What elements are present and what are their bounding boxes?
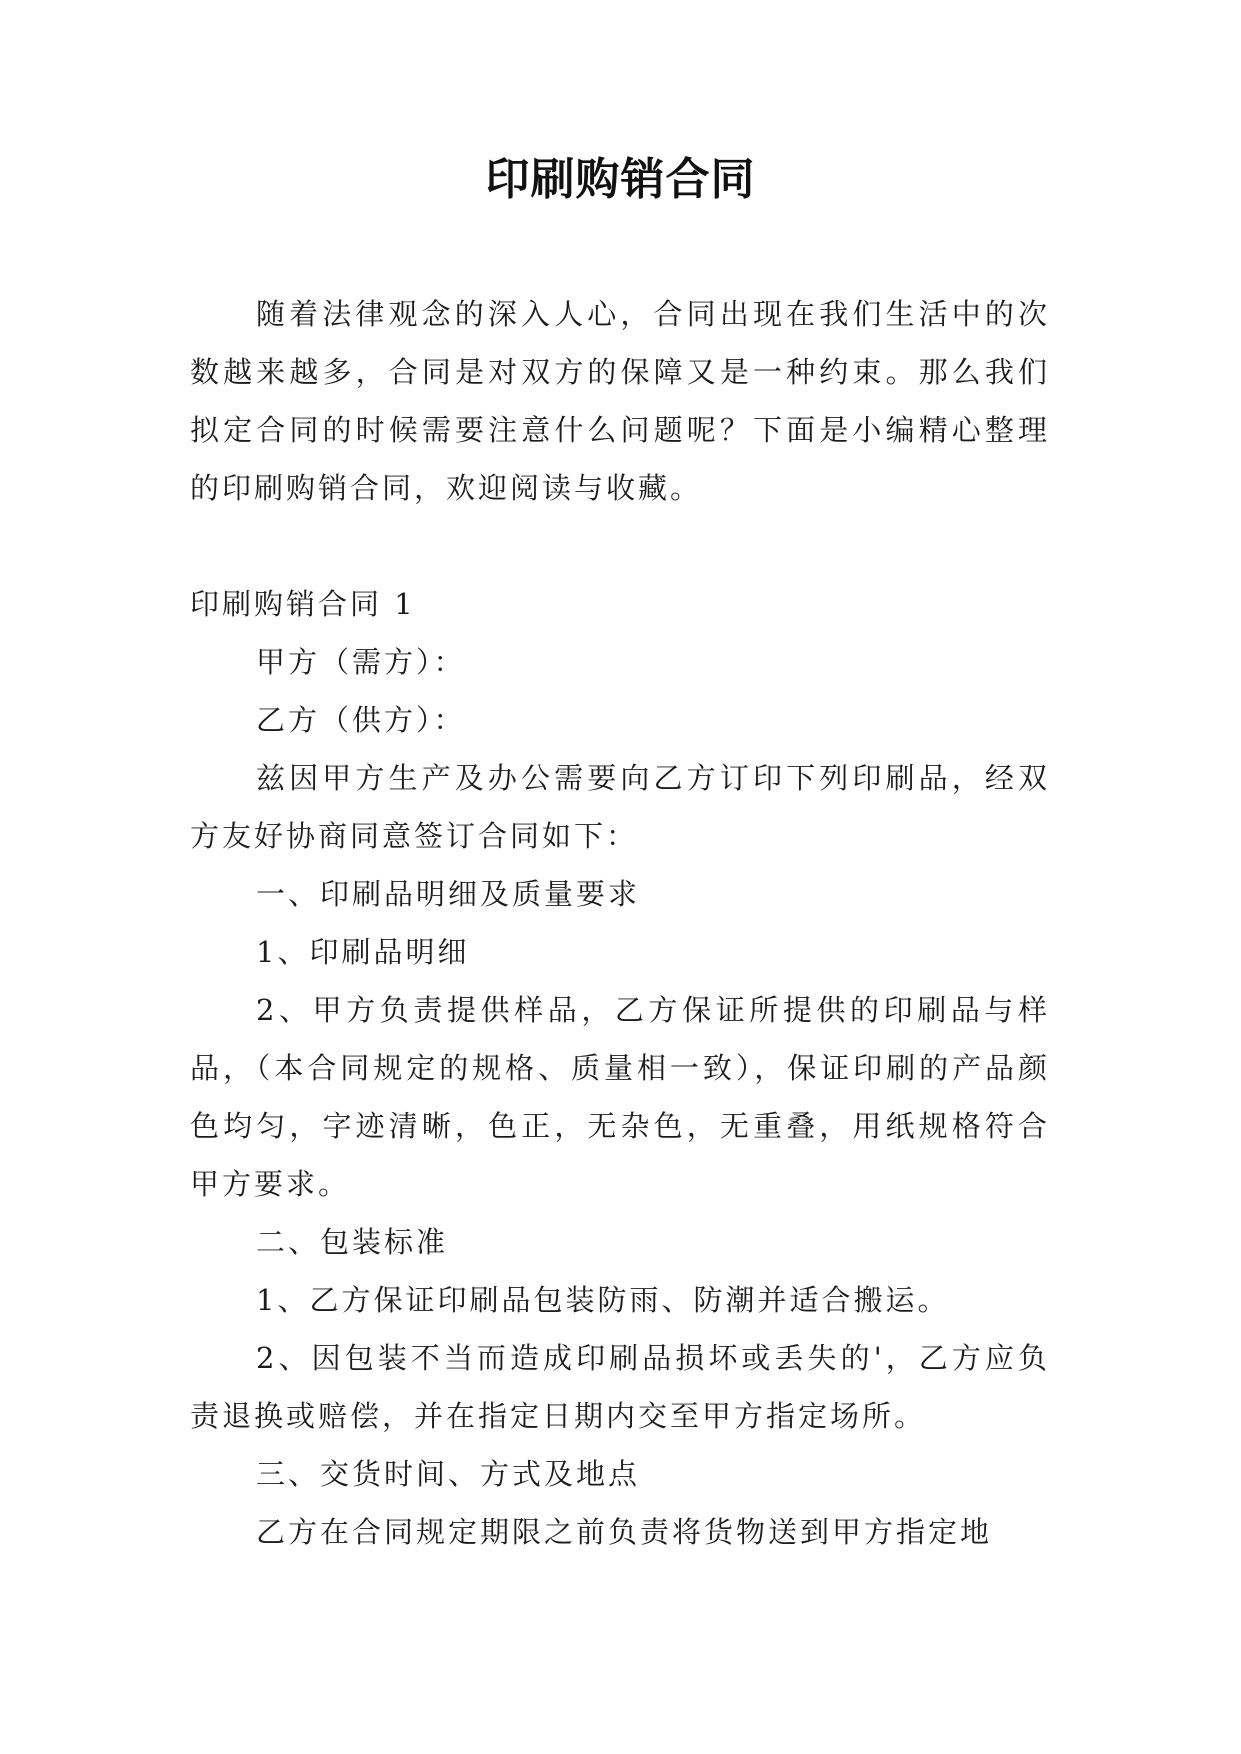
clause-1-item-2: 2、甲方负责提供样品，乙方保证所提供的印刷品与样品，（本合同规定的规格、质量相一致），保证印刷的产品颜色均匀，字迹清晰，色正，无杂色，无重叠，用纸规格符合甲方要求。: [190, 993, 1050, 1201]
preamble-paragraph: 兹因甲方生产及办公需要向乙方订印下列印刷品，经双方友好协商同意签订合同如下：: [190, 761, 1050, 853]
intro-paragraph: 随着法律观念的深入人心，合同出现在我们生活中的次数越来越多，合同是对双方的保障又是一种约束。那么我们拟定合同的时候需要注意什么问题呢？下面是小编精心整理的印刷购销合同，欢迎阅读与收藏。: [190, 297, 1050, 505]
section-heading: 印刷购销合同 1: [190, 587, 416, 621]
clause-3-title: 三、交货时间、方式及地点: [256, 1457, 641, 1491]
party-a-line: 甲方（需方）：: [256, 645, 466, 679]
clause-1-item-1: 1、印刷品明细: [256, 935, 470, 969]
clause-1-title: 一、印刷品明细及质量要求: [256, 877, 641, 911]
party-b-line: 乙方（供方）：: [256, 703, 466, 737]
clause-3-text: 乙方在合同规定期限之前负责将货物送到甲方指定地: [256, 1515, 993, 1549]
clause-2-item-1: 1、乙方保证印刷品包装防雨、防潮并适合搬运。: [256, 1283, 950, 1317]
clause-2-title: 二、包装标准: [256, 1225, 449, 1259]
document-body: [190, 285, 1050, 1561]
document-title: 印刷购销合同: [485, 154, 756, 205]
clause-2-item-2: 2、因包装不当而造成印刷品损坏或丢失的'，乙方应负责退换或赔偿，并在指定日期内交至甲方指定场所。: [190, 1341, 1050, 1433]
